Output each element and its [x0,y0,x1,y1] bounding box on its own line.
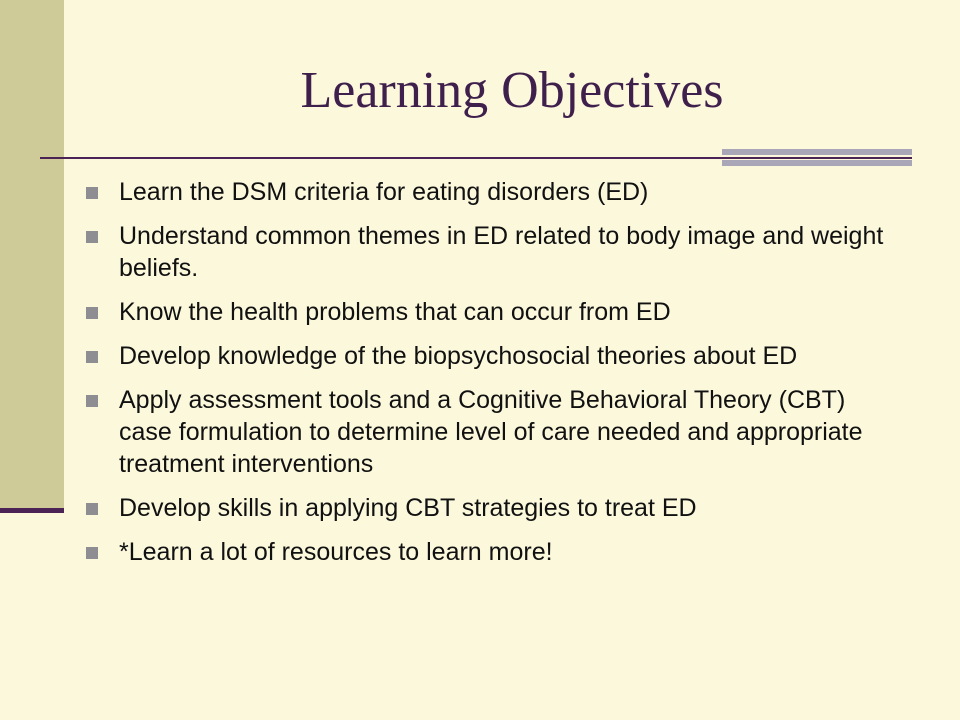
square-bullet-icon [86,231,98,243]
square-bullet-icon [86,395,98,407]
objective-item-5 [84,384,904,480]
objective-item-3 [84,296,904,328]
left-decorative-band [0,0,64,510]
square-bullet-icon [86,351,98,363]
square-bullet-icon [86,503,98,515]
objective-item-1 [84,176,904,208]
square-bullet-icon [86,547,98,559]
left-band-edge [0,508,64,513]
objective-text: Develop skills in applying CBT strategies to treat ED [119,494,697,522]
square-bullet-icon [86,307,98,319]
objective-item-6 [84,492,904,524]
objective-text: Apply assessment tools and a Cognitive Behavioral Theory (CBT) case formulation to determine level of care needed and appropriate treatment interventions [119,386,863,478]
objectives-list [84,176,904,580]
objective-item-7 [84,536,904,568]
square-bullet-icon [86,187,98,199]
title-divider-accent-top [722,149,912,155]
objective-text: *Learn a lot of resources to learn more! [119,538,553,566]
objective-text: Develop knowledge of the biopsychosocial theories about ED [119,342,798,370]
objective-text: Know the health problems that can occur from ED [119,298,671,326]
slide-title: Learning Objectives [300,62,724,119]
title-divider-accent-bottom [722,160,912,166]
title-divider-line [40,157,912,159]
objective-item-4 [84,340,904,372]
objective-item-2 [84,220,904,284]
objective-text: Learn the DSM criteria for eating disorders (ED) [119,178,649,206]
objective-text: Understand common themes in ED related to body image and weight beliefs. [119,222,884,282]
